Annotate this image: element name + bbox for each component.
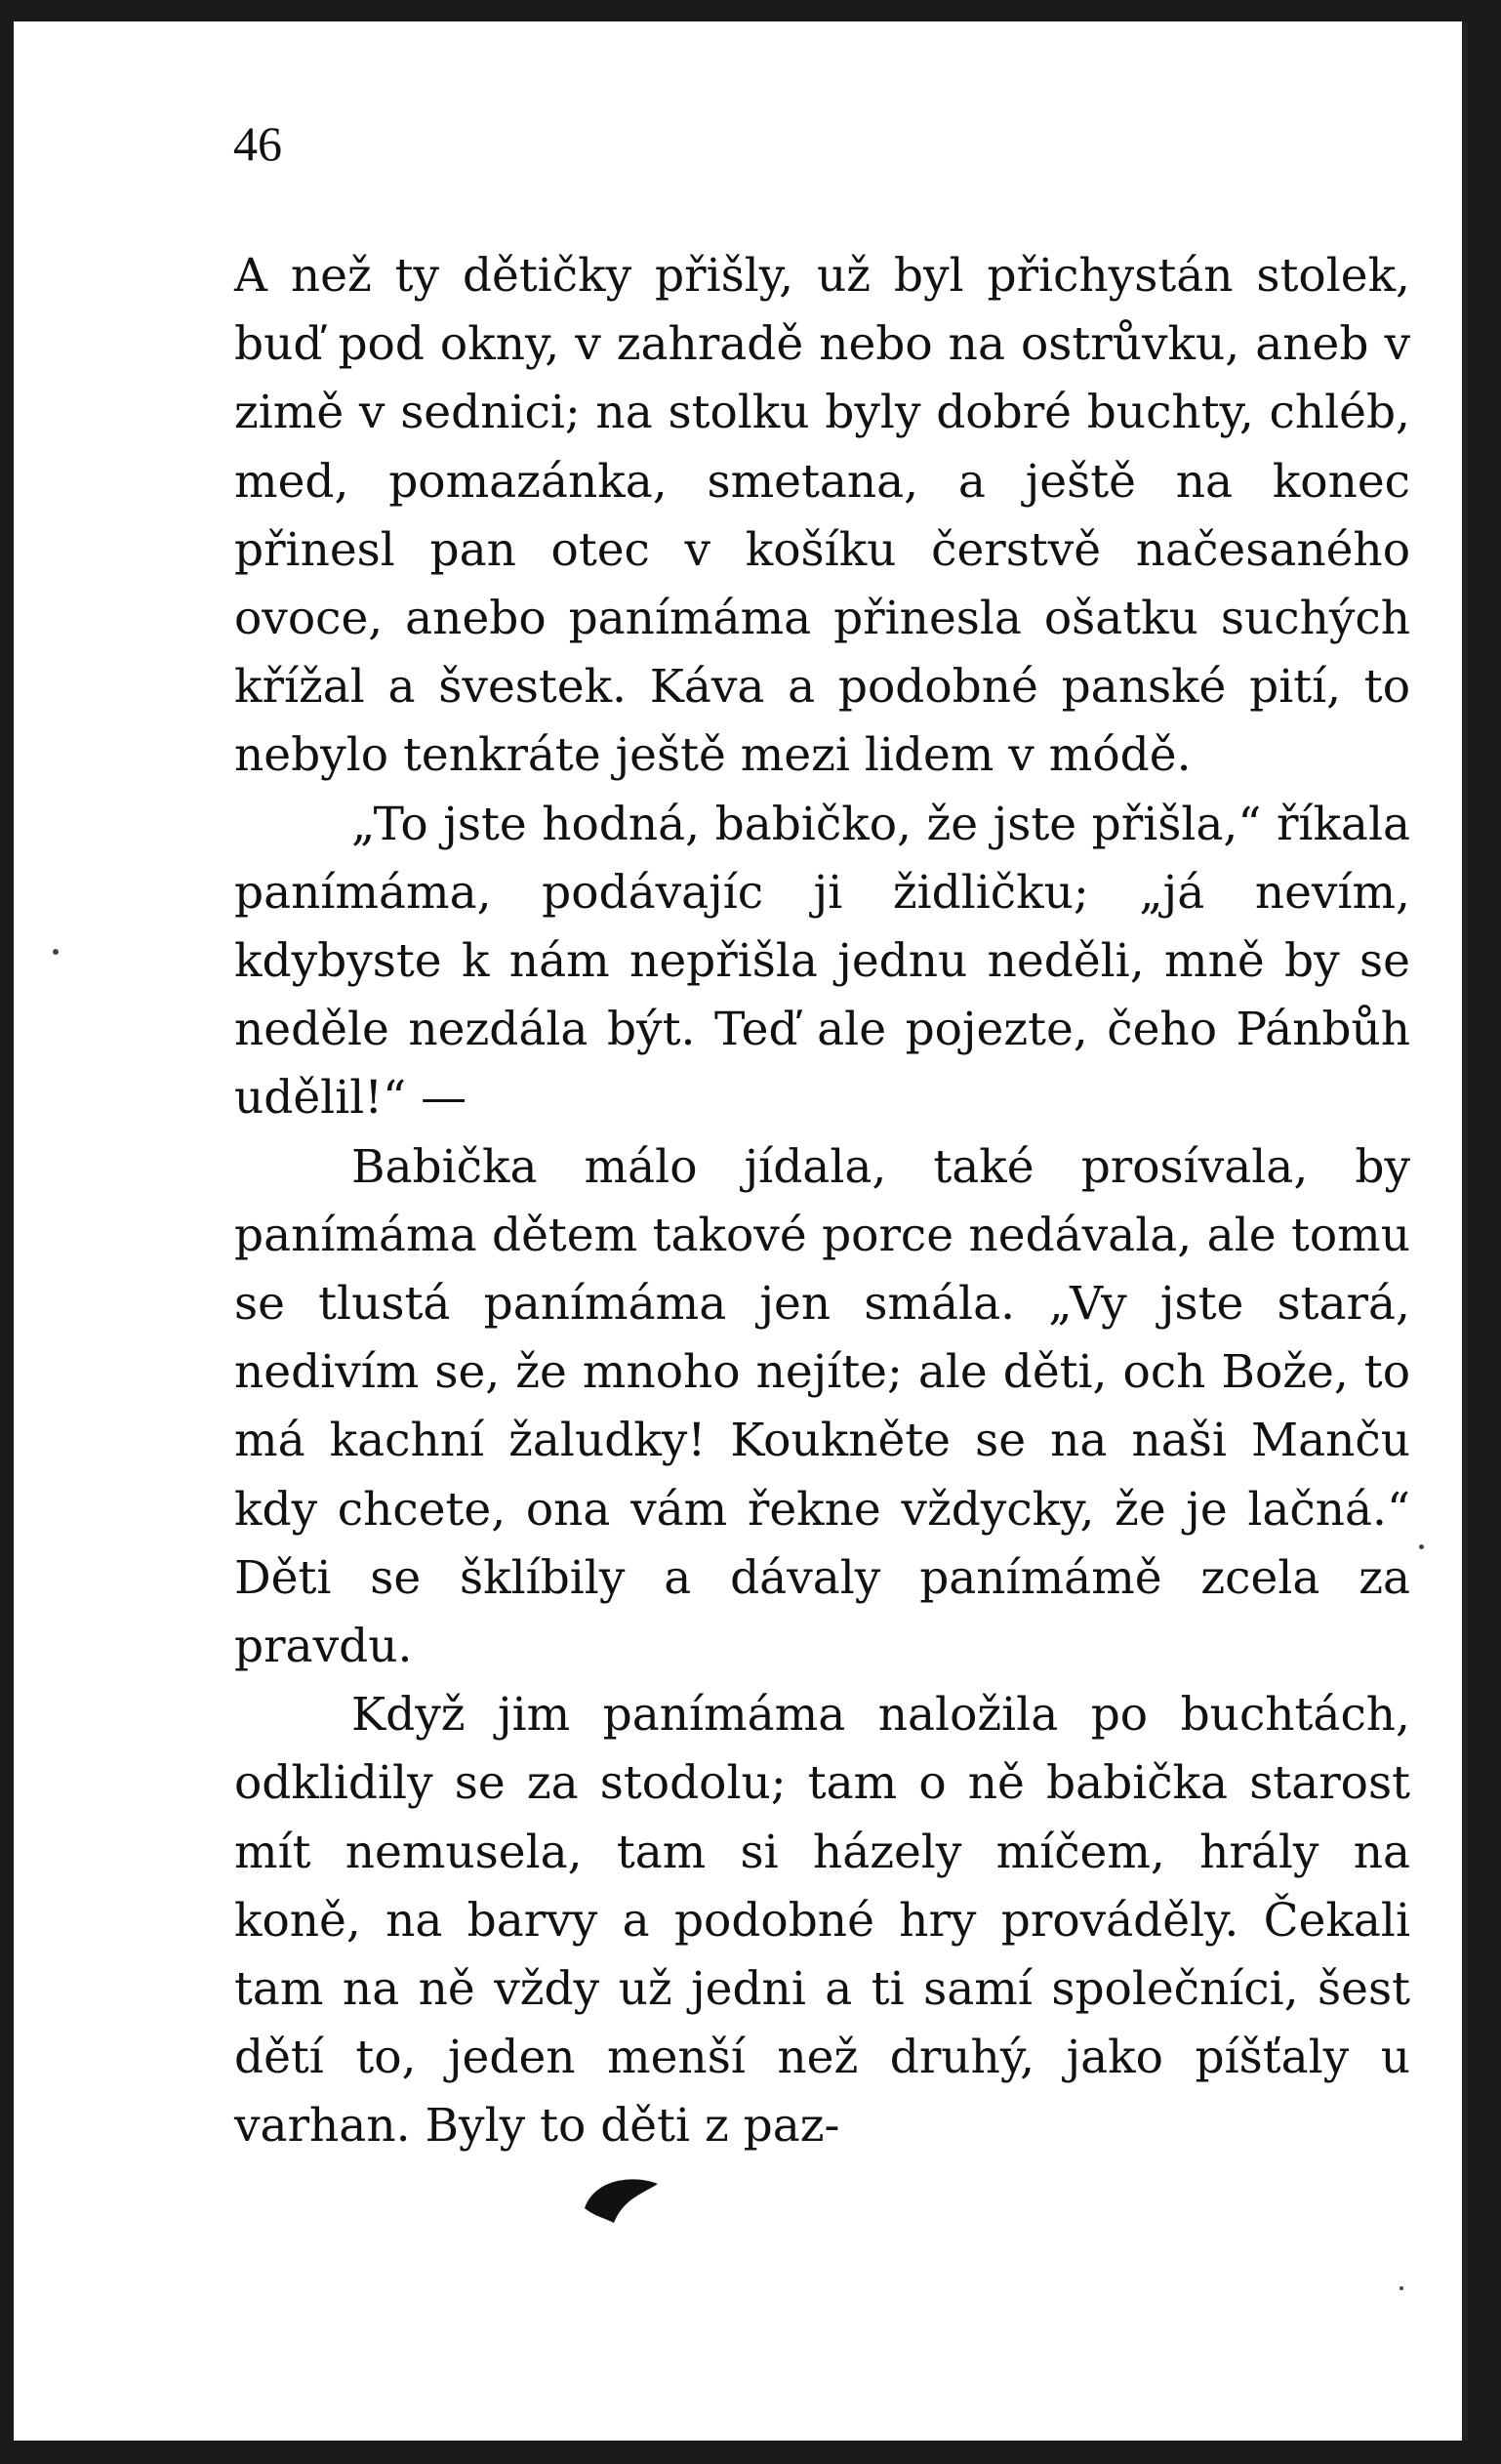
paper-speck — [1400, 2286, 1403, 2290]
ink-blot — [575, 2169, 663, 2228]
paper-speck — [53, 949, 59, 955]
book-page — [14, 21, 1468, 2441]
paragraph: Babička málo jídala, také prosívala, by panímáma dětem takové porce nedávala, ale tomu se tlustá panímáma jen smála. „Vy jste stará, nedivím se, že mnoho nejíte; ale děti, och Bože, to má kachní žaludky! Koukněte se na naši Manču kdy chcete, ona vám řekne vždycky, že je lačná.“ Děti se šklíbily a dávaly panímámě zcela za pravdu. — [234, 1139, 1410, 1674]
page-number: 46 — [233, 116, 282, 171]
paper-speck — [1419, 1544, 1424, 1549]
paragraph: Když jim panímáma naložila po buchtách, odklidily se za stodolu; tam o ně babička starost mít nemusela, tam si házely míčem, hrály na koně, na barvy a podobné hry prováděly. Čekali tam na ně vždy už jedni a ti samí společníci, šest dětí to, jeden menší než druhý, jako píšťaly u varhan. Byly to děti z paz- — [234, 1688, 1410, 2154]
paragraph: A než ty dětičky přišly, už byl přichystán stolek, buď pod okny, v zahradě nebo na ostrůvku, aneb v zimě v sednici; na stolku byly dobré buchty, chléb, med, pomazánka, smetana, a ještě na konec přinesl pan otec v košíku čerstvě načesaného ovoce, anebo panímáma přinesla ošatku suchých křížal a švestek. Káva a podobné panské pití, to nebylo tenkráte ještě mezi lidem v módě. — [234, 249, 1410, 783]
paragraph: „To jste hodná, babičko, že jste přišla,“ říkala panímáma, podávajíc ji židličku; „já nevím, kdybyste k nám nepřišla jednu neděli, mně by se neděle nezdála být. Teď ale pojezte, čeho Pánbůh udělil!“ — — [234, 797, 1410, 1126]
body-text — [234, 242, 1410, 2161]
